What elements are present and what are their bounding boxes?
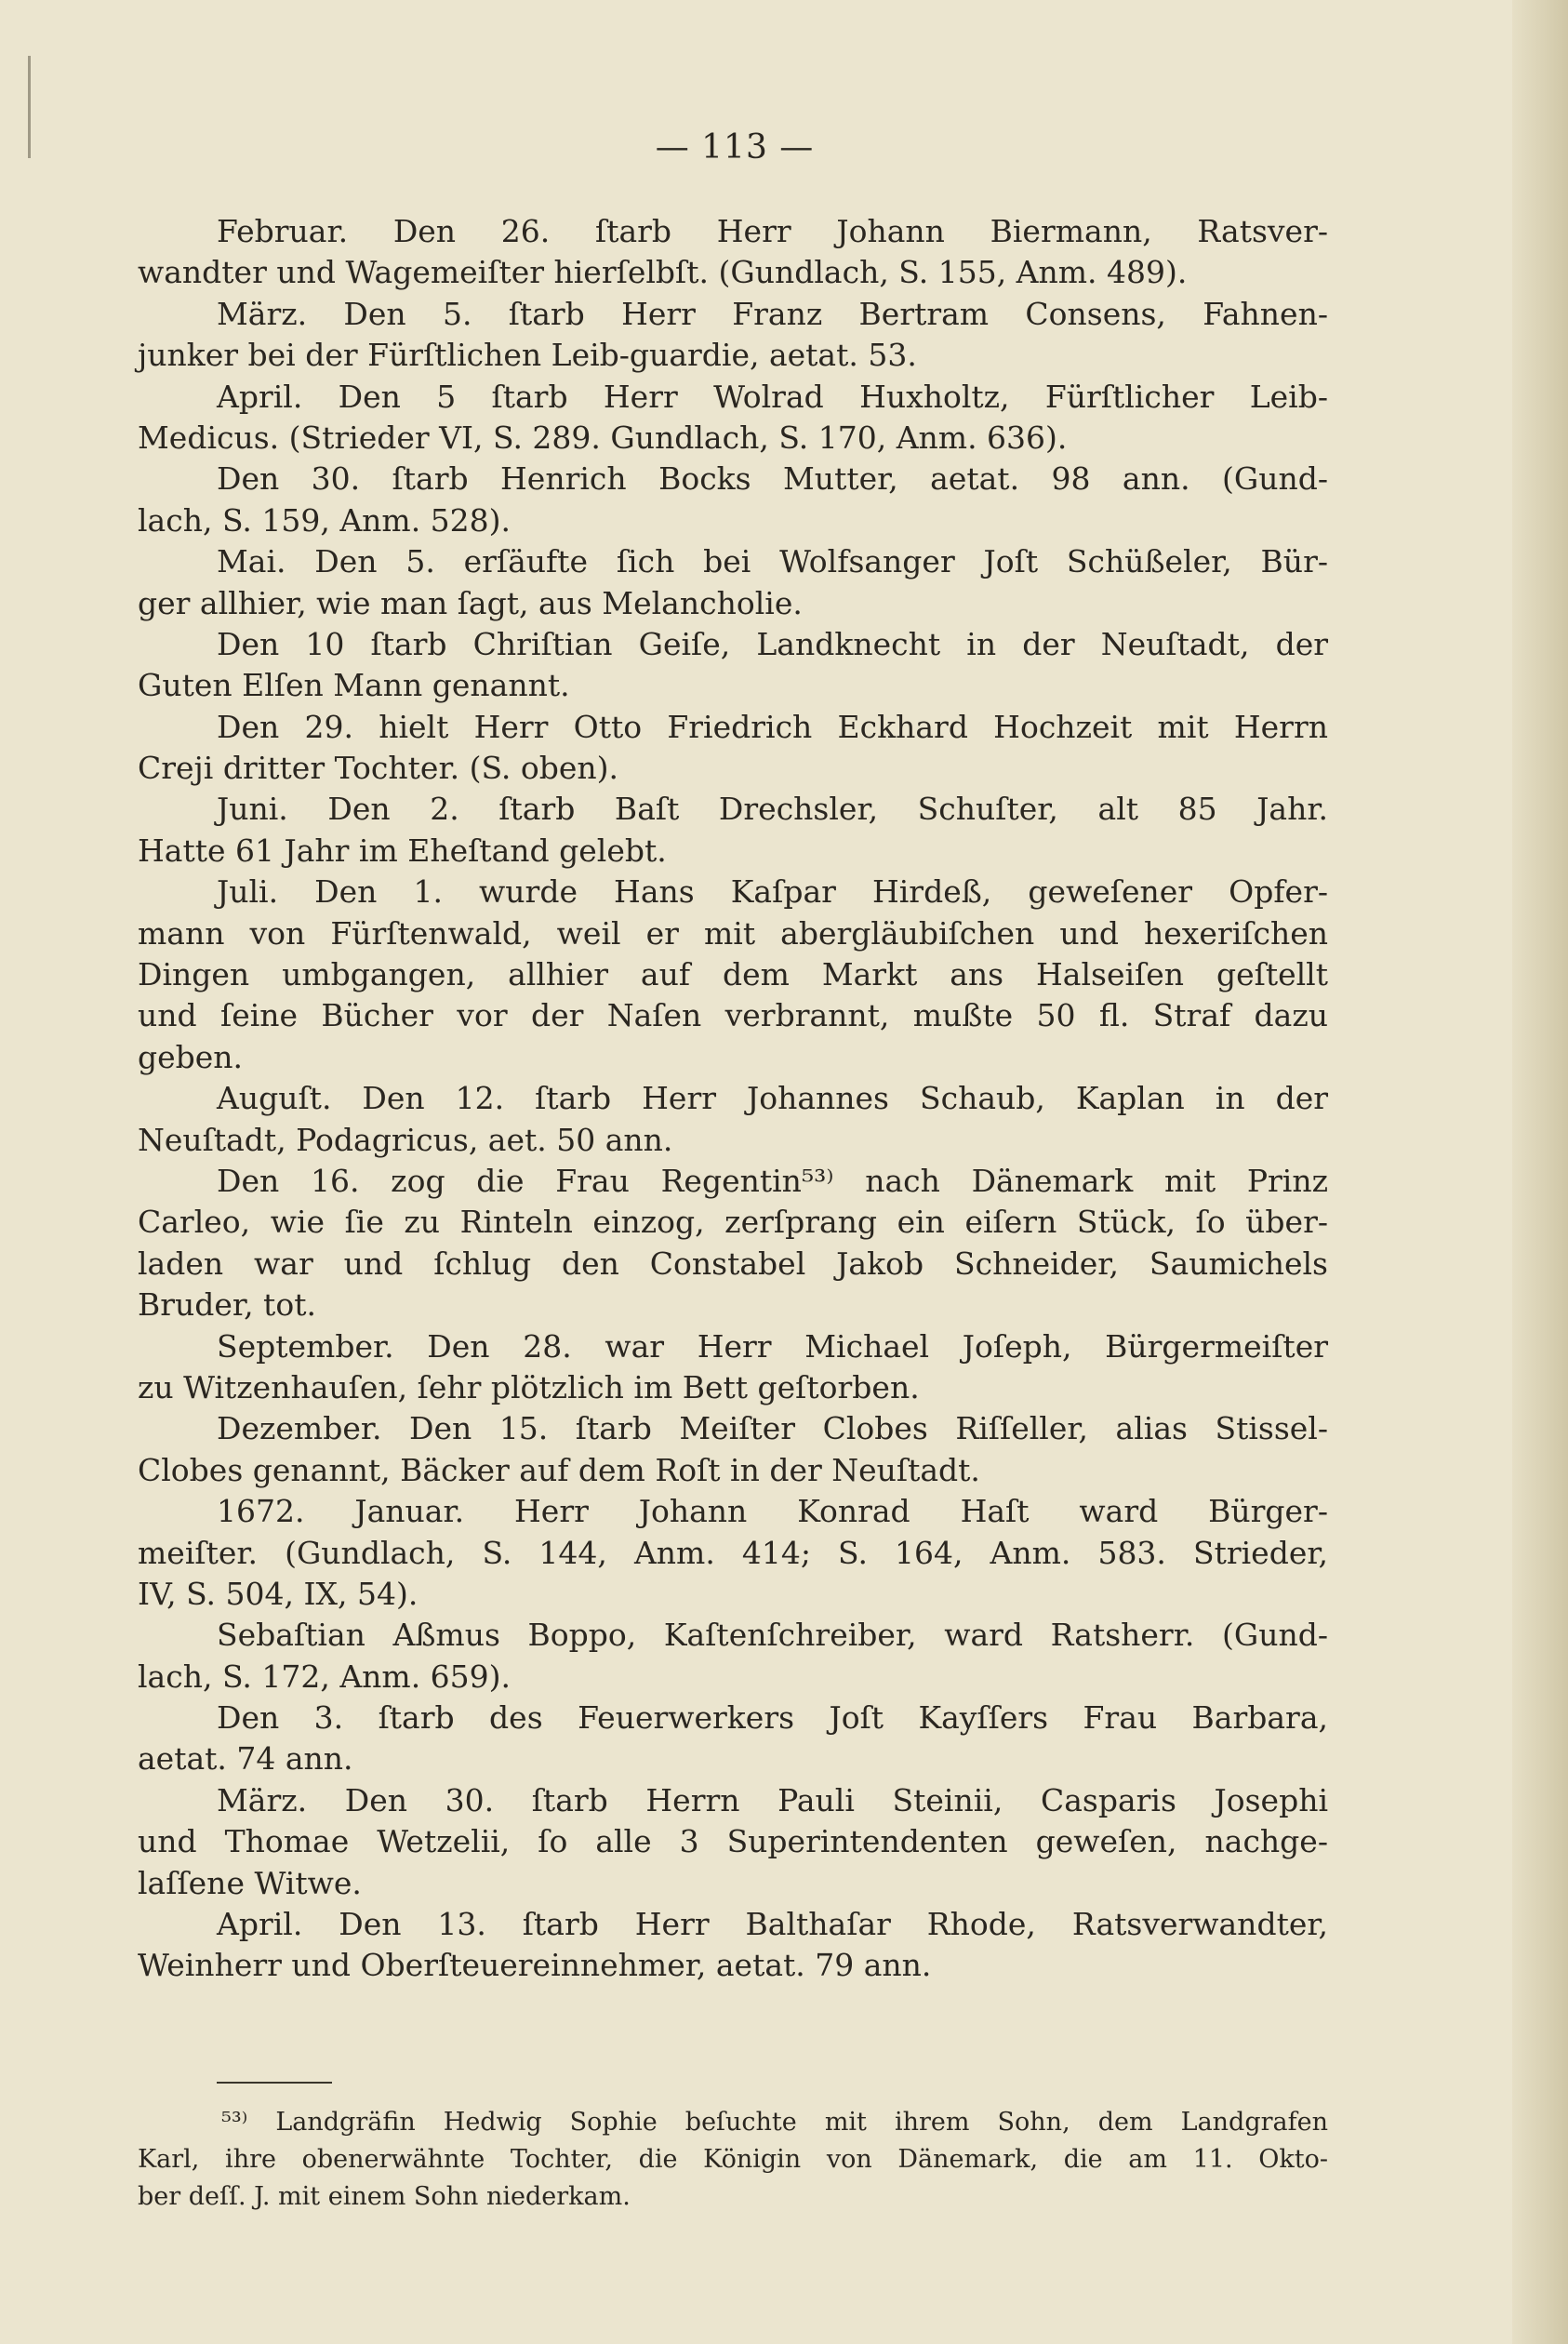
- text-line: Juni. Den 2. ſtarb Baſt Drechsler, Schuſter, alt 85 Jahr.: [217, 791, 1328, 828]
- text-line: lach, S. 172, Anm. 659).: [138, 1658, 512, 1695]
- paragraph: [138, 377, 1328, 459]
- page-number: — 113 —: [655, 128, 815, 166]
- text-line: September. Den 28. war Herr Michael Joſeph, Bürgermeiſter: [217, 1327, 1328, 1365]
- text-line: März. Den 30. ſtarb Herrn Pauli Steinii, Casparis Josephi: [217, 1781, 1328, 1818]
- footnote: [138, 2104, 1328, 2216]
- paragraph: [138, 541, 1328, 624]
- text-line: geben.: [138, 1038, 244, 1075]
- text-line: ⁵³⁾ Landgräfin Hedwig Sophie beſuchte mit ihrem Sohn, dem Landgrafen: [221, 2108, 1328, 2137]
- text-line: Weinherr und Oberſteuereinnehmer, aetat. 79 ann.: [138, 1947, 932, 1984]
- text-line: 1672. Januar. Herr Johann Konrad Haſt ward Bürger-: [217, 1493, 1328, 1530]
- text-line: Medicus. (Strieder VI, S. 289. Gundlach, S. 170, Anm. 636).: [138, 419, 1068, 456]
- paragraph: [138, 1078, 1328, 1161]
- text-line: Clobes genannt, Bäcker auf dem Roſt in der Neuſtadt.: [138, 1451, 980, 1488]
- paragraph: [138, 1698, 1328, 1780]
- text-line: März. Den 5. ſtarb Herr Franz Bertram Consens, Fahnen-: [217, 295, 1328, 332]
- text-line: Dingen umbgangen, allhier auf dem Markt ans Halseiſen geſtellt: [138, 956, 1328, 993]
- text-line: Creji dritter Tochter. (S. oben).: [138, 750, 618, 787]
- paragraph: [138, 872, 1328, 1078]
- paragraph: [138, 1780, 1328, 1904]
- text-line: Den 3. ſtarb des Feuerwerkers Joſt Kayſſers Frau Barbara,: [217, 1699, 1328, 1737]
- text-line: Den 16. zog die Frau Regentin⁵³⁾ nach Dänemark mit Prinz: [217, 1162, 1328, 1199]
- text-line: April. Den 13. ſtarb Herr Balthaſar Rhode, Ratsverwandter,: [217, 1906, 1328, 1943]
- paragraph: [138, 1904, 1328, 1987]
- paragraph: [138, 789, 1328, 872]
- text-line: Den 10 ſtarb Chriſtian Geiſe, Landknecht in der Neuſtadt, der: [217, 625, 1328, 662]
- text-line: Den 29. hielt Herr Otto Friedrich Eckhard Hochzeit mit Herrn: [217, 708, 1328, 745]
- text-line: Den 30. ſtarb Henrich Bocks Mutter, aetat. 98 ann. (Gund-: [217, 460, 1328, 498]
- text-line: Guten Elſen Mann genannt.: [138, 667, 570, 704]
- text-line: lach, S. 159, Anm. 528).: [138, 501, 512, 539]
- text-line: Mai. Den 5. erſäufte ſich bei Wolfsanger Joſt Schüßeler, Bür-: [217, 543, 1328, 580]
- paragraph: [138, 1161, 1328, 1326]
- text-line: ger allhier, wie man ſagt, aus Melancholie.: [138, 584, 803, 621]
- text-line: Dezember. Den 15. ſtarb Meiſter Clobes Riſſeller, alias Stissel-: [217, 1410, 1328, 1447]
- text-line: laden war und ſchlug den Constabel Jakob Schneider, Saumichels: [138, 1245, 1328, 1282]
- text-line: mann von Fürſtenwald, weil er mit abergläubiſchen und hexeriſchen: [138, 914, 1328, 952]
- paragraph: [138, 624, 1328, 707]
- text-line: Sebaſtian Aßmus Boppo, Kaſtenſchreiber, ward Ratsherr. (Gund-: [217, 1617, 1328, 1654]
- text-line: zu Witzenhauſen, ſehr plötzlich im Bett geſtorben.: [138, 1368, 920, 1405]
- text-line: Neuſtadt, Podagricus, aet. 50 ann.: [138, 1121, 673, 1158]
- text-line: Auguſt. Den 12. ſtarb Herr Johannes Schaub, Kaplan in der: [217, 1080, 1328, 1117]
- text-line: Hatte 61 Jahr im Eheſtand gelebt.: [138, 832, 667, 869]
- page-edge: [1512, 0, 1568, 2344]
- paragraph: [138, 1408, 1328, 1491]
- text-line: aetat. 74 ann.: [138, 1740, 353, 1778]
- text-line: Juli. Den 1. wurde Hans Kaſpar Hirdeß, geweſener Opfer-: [217, 873, 1328, 911]
- text-line: junker bei der Fürſtlichen Leib-guardie, aetat. 53.: [138, 337, 917, 374]
- text-line: und Thomae Wetzelii, ſo alle 3 Superintendenten geweſen, nachge-: [138, 1823, 1328, 1860]
- paragraph: [138, 1326, 1328, 1409]
- text-line: ber deſſ. J. mit einem Sohn niederkam.: [138, 2182, 631, 2211]
- text-line: wandter und Wagemeiſter hierſelbſt. (Gundlach, S. 155, Anm. 489).: [138, 254, 1188, 291]
- text-line: Februar. Den 26. ſtarb Herr Johann Biermann, Ratsver-: [217, 213, 1328, 249]
- footnote-divider: [217, 2082, 332, 2084]
- text-line: laſſene Witwe.: [138, 1864, 362, 1901]
- text-line: Karl, ihre obenerwähnte Tochter, die Königin von Dänemark, die am 11. Okto-: [138, 2145, 1328, 2174]
- paragraph: [138, 707, 1328, 790]
- paragraph: [138, 1491, 1328, 1615]
- paragraph: [138, 294, 1328, 377]
- text-line: meiſter. (Gundlach, S. 144, Anm. 414; S. 164, Anm. 583. Strieder,: [138, 1534, 1328, 1571]
- text-line: Bruder, tot.: [138, 1286, 316, 1324]
- text-line: und ſeine Bücher vor der Naſen verbrannt, mußte 50 fl. Straf dazu: [138, 997, 1328, 1034]
- text-line: Carleo, wie ſie zu Rinteln einzog, zerſprang ein eiſern Stück, ſo über-: [138, 1204, 1328, 1241]
- paragraph: [138, 459, 1328, 541]
- main-text: [138, 211, 1328, 1987]
- paragraph: [138, 211, 1328, 294]
- paragraph: [138, 1615, 1328, 1698]
- text-line: April. Den 5 ſtarb Herr Wolrad Huxholtz, Fürſtlicher Leib-: [217, 378, 1328, 415]
- text-line: IV, S. 504, IX, 54).: [138, 1575, 419, 1612]
